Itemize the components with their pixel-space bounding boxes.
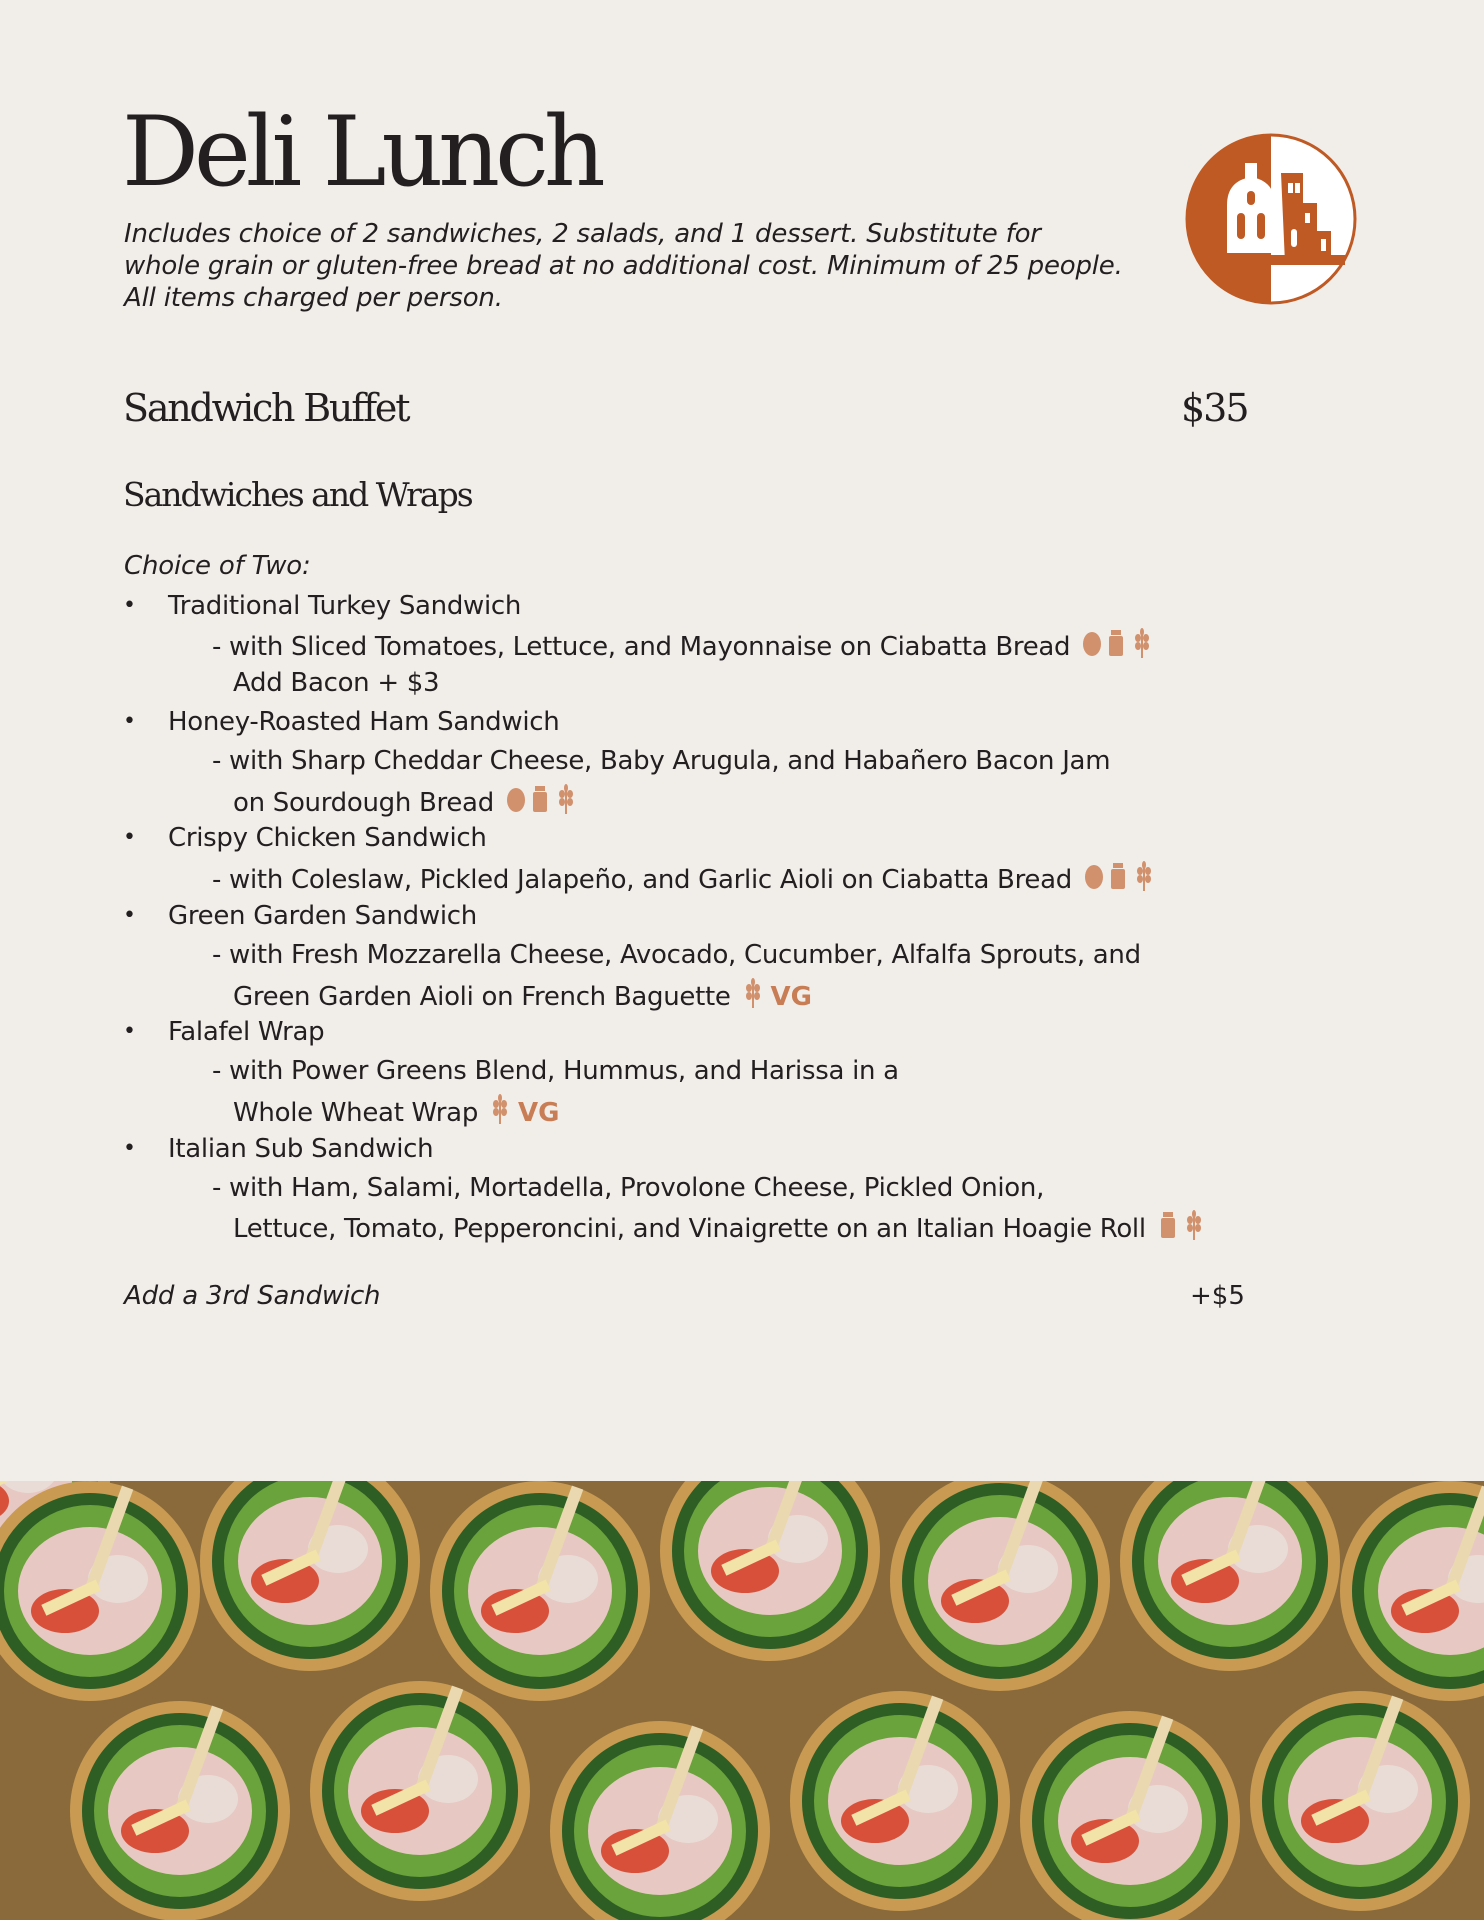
dairy-icon: [1109, 630, 1123, 656]
mission-logo-icon: [1185, 133, 1357, 305]
item-description: - with Fresh Mozzarella Cheese, Avocado, Cucumber, Alfalfa Sprouts, and: [212, 940, 1141, 970]
item-description: - with Ham, Salami, Mortadella, Provolone Cheese, Pickled Onion,: [212, 1173, 1045, 1203]
addon-label: Add a 3rd Sandwich: [124, 1281, 381, 1311]
allergen-icons: [1084, 861, 1158, 891]
bullet: •: [123, 903, 136, 928]
item-description: - with Power Greens Blend, Hummus, and Harissa in a: [212, 1056, 899, 1086]
list-item: Green Garden Sandwich: [168, 901, 477, 931]
dairy-icon: [533, 786, 547, 812]
vegan-badge: VG: [518, 1098, 560, 1128]
section-title: Sandwich Buffet: [123, 386, 409, 430]
addon-price: +$5: [1190, 1281, 1245, 1311]
allergen-icons: [1082, 628, 1156, 658]
egg-icon: [507, 788, 525, 812]
choice-label: Choice of Two:: [124, 551, 311, 581]
item-extra: Add Bacon + $3: [233, 668, 440, 698]
wheat-icon: [559, 784, 573, 814]
wheat-icon: [1135, 628, 1149, 658]
allergen-icons: [1158, 1210, 1208, 1240]
wraps-photo: [0, 1481, 1484, 1920]
menu-intro: Includes choice of 2 sandwiches, 2 salads, and 1 dessert. Substitute for whole grain or gluten-free bread at no additional cost. Minimum of 25 people. All items charged per person.: [124, 219, 1123, 313]
list-item: Crispy Chicken Sandwich: [168, 823, 487, 853]
bullet: •: [123, 593, 136, 618]
item-description: Green Garden Aioli on French Baguette VG: [233, 978, 812, 1013]
item-description: - with Sharp Cheddar Cheese, Baby Arugula, and Habañero Bacon Jam: [212, 746, 1111, 776]
list-item: Falafel Wrap: [168, 1017, 325, 1047]
egg-icon: [1083, 632, 1101, 656]
section-subtitle: Sandwiches and Wraps: [123, 475, 472, 514]
dairy-icon: [1111, 863, 1125, 889]
vegan-badge: VG: [770, 982, 813, 1012]
item-description: - with Coleslaw, Pickled Jalapeño, and Garlic Aioli on Ciabatta Bread: [212, 861, 1158, 896]
section-price: $35: [1181, 386, 1248, 430]
wheat-icon: [1187, 1210, 1201, 1240]
list-item: Italian Sub Sandwich: [168, 1134, 434, 1164]
list-item: Honey-Roasted Ham Sandwich: [168, 707, 560, 737]
egg-icon: [1085, 865, 1103, 889]
item-description: Whole Wheat Wrap VG: [233, 1094, 559, 1129]
bullet: •: [123, 1136, 136, 1161]
wheat-icon: [1137, 861, 1151, 891]
dairy-icon: [1161, 1212, 1175, 1238]
bullet: •: [123, 1019, 136, 1044]
bullet: •: [123, 709, 136, 734]
wheat-icon: [490, 1094, 512, 1124]
item-description: - with Sliced Tomatoes, Lettuce, and Mayonnaise on Ciabatta Bread: [212, 628, 1156, 663]
page-title: Deli Lunch: [122, 96, 601, 208]
list-item: Traditional Turkey Sandwich: [168, 591, 522, 621]
wheat-icon: [743, 978, 765, 1008]
bullet: •: [123, 825, 136, 850]
item-description: on Sourdough Bread: [233, 784, 580, 819]
item-description: Lettuce, Tomato, Pepperoncini, and Vinaigrette on an Italian Hoagie Roll: [233, 1210, 1208, 1245]
allergen-icons: [506, 784, 580, 814]
